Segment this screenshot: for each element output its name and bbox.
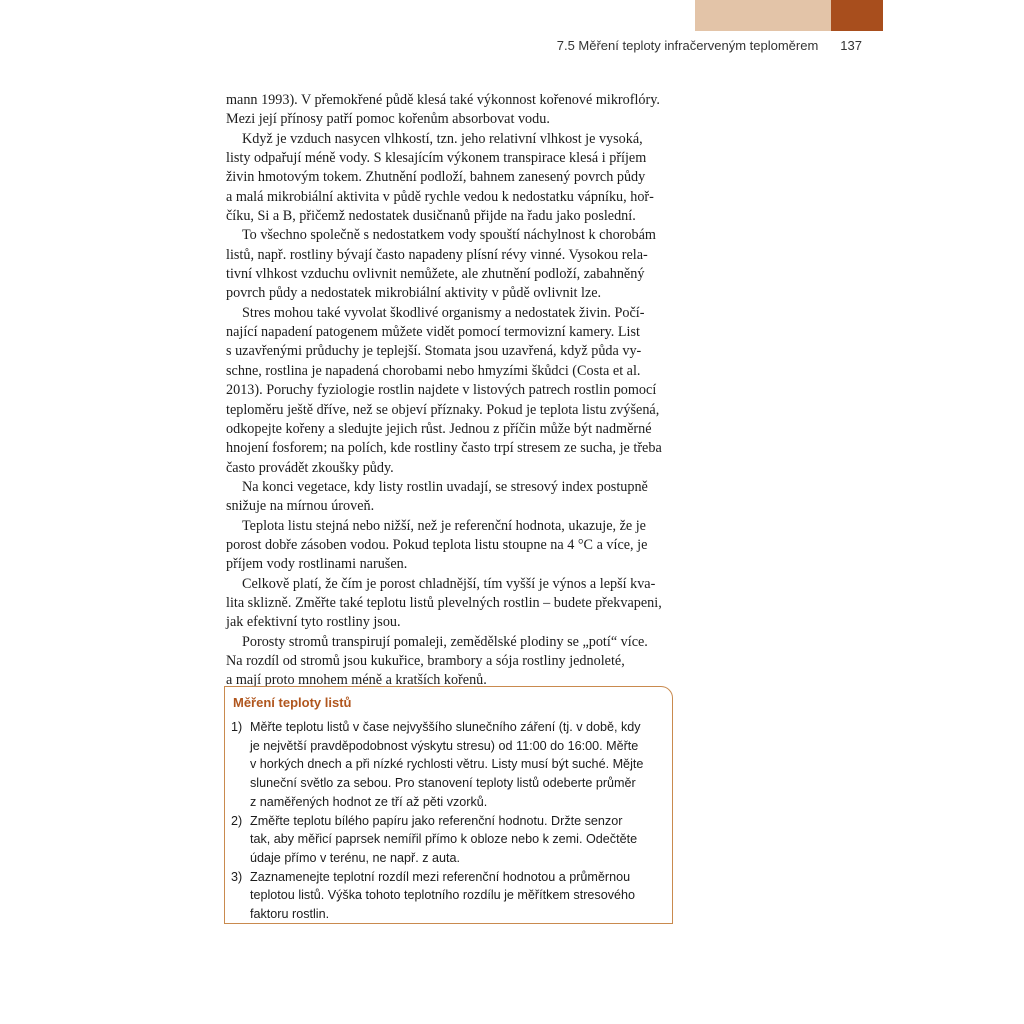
- chapter-tab-light: [695, 0, 831, 31]
- text-line: nající napadení patogenem můžete vidět pomocí termovizní kamery. List: [226, 324, 640, 341]
- text-line: povrch půdy a nedostatek mikrobiální aktivity v půdě ovlivnit lze.: [226, 285, 602, 302]
- chapter-tab-dark: [831, 0, 883, 31]
- item-line: údaje přímo v terénu, ne např. z auta.: [250, 850, 461, 865]
- text-line: Na konci vegetace, kdy listy rostlin uvadají, se stresový index postupně: [242, 478, 648, 495]
- text-line: lita sklizně. Změřte také teplotu listů plevelných rostlin – budete překvapeni,: [226, 594, 662, 611]
- item-line: sluneční světlo za sebou. Pro stanovení teploty listů odeberte průměr: [250, 776, 636, 791]
- info-box: [224, 686, 673, 924]
- text-line: s uzavřenými průduchy je teplejší. Stomata jsou uzavřená, když půda vy-: [226, 343, 642, 360]
- item-line: tak, aby měřicí paprsek nemířil přímo k obloze nebo k zemi. Odečtěte: [250, 832, 638, 847]
- text-line: mann 1993). V přemokřené půdě klesá také výkonnost kořenové mikroflóry.: [226, 92, 660, 108]
- body-text: [226, 91, 676, 691]
- running-header: [540, 38, 862, 58]
- item-line: Změřte teplotu bílého papíru jako referenční hodnotu. Držte senzor: [250, 813, 623, 828]
- text-line: Stres mohou také vyvolat škodlivé organismy a nedostatek živin. Počí-: [242, 304, 645, 321]
- text-line: Teplota listu stejná nebo nižší, než je referenční hodnota, ukazuje, že je: [242, 517, 646, 534]
- page-number: 137: [840, 38, 862, 53]
- text-line: živin hmotovým tokem. Zhutnění podloží, bahnem zanesený povrch půdy: [226, 169, 646, 186]
- list-item: [231, 718, 663, 812]
- box-list: [231, 718, 663, 924]
- item-line: v horkých dnech a při nízké rychlosti větru. Listy musí být suché. Mějte: [250, 757, 644, 772]
- section-title: 7.5 Měření teploty infračerveným teploměrem: [556, 38, 819, 53]
- item-line: z naměřených hodnot ze tří až pěti vzorků.: [250, 794, 488, 809]
- item-number: 3): [231, 869, 243, 884]
- item-line: je největší pravděpodobnost výskytu stresu) od 11:00 do 16:00. Měřte: [250, 738, 639, 753]
- text-line: Porosty stromů transpirují pomaleji, zemědělské plodiny se „potí“ více.: [242, 633, 648, 650]
- list-item: [231, 868, 663, 924]
- item-number: 2): [231, 813, 243, 828]
- text-line: tivní vlhkost vzduchu ovlivnit nemůžete, ale zhutnění podloží, zabahněný: [226, 266, 645, 283]
- list-item: [231, 812, 663, 868]
- item-line: teplotou listů. Výška tohoto teplotního rozdílu je měřítkem stresového: [250, 888, 636, 903]
- text-line: Když je vzduch nasycen vlhkostí, tzn. jeho relativní vlhkost je vysoká,: [242, 130, 643, 147]
- text-line: hnojení fosforem; na polích, kde rostliny často trpí stresem ze sucha, je třeba: [226, 440, 662, 457]
- text-line: a malá mikrobiální aktivita v půdě rychle vedou k nedostatku vápníku, hoř-: [226, 188, 654, 205]
- text-line: Celkově platí, že čím je porost chladnější, tím vyšší je výnos a lepší kva-: [242, 575, 656, 592]
- text-line: listů, např. rostliny bývají často napadeny plísní révy vinné. Vysokou rela-: [226, 246, 648, 263]
- text-line: porost dobře zásoben vodou. Pokud teplota listu stoupne na 4 °C a více, je: [226, 536, 648, 553]
- text-line: listy odpařují méně vody. S klesajícím výkonem transpirace klesá i příjem: [226, 150, 647, 167]
- item-line: Zaznamenejte teplotní rozdíl mezi referenční hodnotou a průměrnou: [250, 869, 631, 884]
- item-line: Měřte teplotu listů v čase nejvyššího slunečního záření (tj. v době, kdy: [250, 720, 641, 734]
- text-line: schne, rostlina je napadená chorobami nebo hmyzími škůdci (Costa et al.: [226, 362, 641, 379]
- text-line: jak efektivní tyto rostliny jsou.: [226, 614, 401, 631]
- box-title: Měření teploty listů: [233, 695, 352, 710]
- text-line: Na rozdíl od stromů jsou kukuřice, brambory a sója rostliny jednoleté,: [226, 652, 625, 669]
- text-line: Mezi její přínosy patří pomoc kořenům absorbovat vodu.: [226, 111, 550, 128]
- text-line: teploměru ještě dříve, než se objeví příznaky. Pokud je teplota listu zvýšená,: [226, 401, 660, 418]
- text-line: 2013). Poruchy fyziologie rostlin najdete v listových patrech rostlin pomocí: [226, 382, 657, 399]
- text-line: snižuje na mírnou úroveň.: [226, 498, 375, 515]
- text-line: příjem vody rostlinami narušen.: [226, 556, 408, 573]
- item-line: faktoru rostlin.: [250, 907, 330, 922]
- text-line: číku, Si a B, přičemž nedostatek dusičnanů přijde na řadu jako poslední.: [226, 208, 636, 225]
- text-line: a mají proto mnohem méně a kratších kořenů.: [226, 672, 487, 689]
- text-line: odkopejte kořeny a sledujte jejich růst. Jednou z příčin může být nadměrné: [226, 420, 652, 437]
- text-line: To všechno společně s nedostatkem vody spouští náchylnost k chorobám: [242, 227, 656, 244]
- text-line: často provádět zkoušky půdy.: [226, 459, 394, 476]
- item-number: 1): [231, 720, 243, 734]
